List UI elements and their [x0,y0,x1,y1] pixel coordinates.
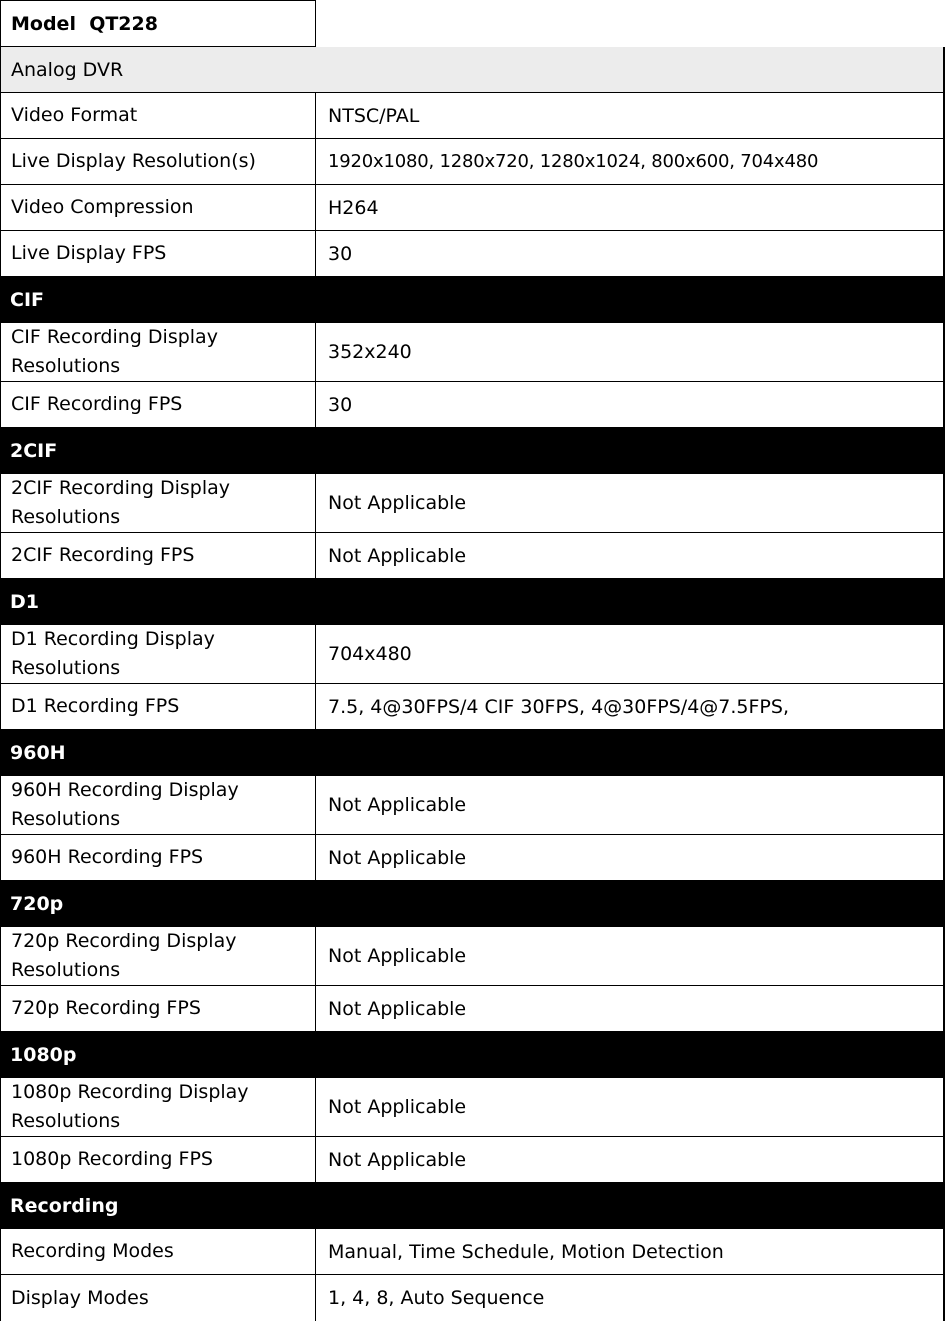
section-header-960h: 960H [0,730,945,776]
spec-value: 30 [328,393,353,416]
spec-label: Live Display Resolution(s) [1,139,316,184]
spec-label: 720p Recording Display Resolutions [1,927,316,985]
spec-label: Video Compression [1,185,316,230]
spec-row-live-display-resolution [0,139,945,185]
spec-value: Not Applicable [328,945,467,967]
spec-label: 960H Recording Display Resolutions [1,776,316,834]
section-header-cif: CIF [0,277,945,323]
spec-value: Not Applicable [328,1096,467,1118]
group-title: Analog DVR [0,47,945,93]
spec-label: Recording Modes [1,1229,316,1274]
spec-row-2cif-display [0,474,945,533]
spec-value: 7.5, 4@30FPS/4 CIF 30FPS, 4@30FPS/4@7.5FPS, [328,695,789,718]
spec-label: 960H Recording FPS [1,835,316,880]
spec-row-1080p-display [0,1078,945,1137]
spec-value: 1920x1080, 1280x720, 1280x1024, 800x600, 704x480 [328,151,819,172]
spec-row-2cif-fps [0,533,945,579]
spec-row-d1-fps [0,684,945,730]
spec-row-720p-display [0,927,945,986]
spec-row-d1-display [0,625,945,684]
spec-row-video-format [0,93,945,139]
spec-value: Not Applicable [328,1148,467,1171]
spec-value: NTSC/PAL [328,104,420,127]
spec-value: Not Applicable [328,997,467,1020]
spec-row-960h-display [0,776,945,835]
section-header-recording: Recording [0,1183,945,1229]
spec-label: Live Display FPS [1,231,316,276]
spec-value: H264 [328,196,379,219]
section-header-720p: 720p [0,881,945,927]
spec-value: 30 [328,242,353,265]
spec-label: CIF Recording FPS [1,382,316,427]
spec-row-960h-fps [0,835,945,881]
spec-row-1080p-fps [0,1137,945,1183]
spec-label: Video Format [1,93,316,138]
spec-row-recording-modes [0,1229,945,1275]
section-header-d1: D1 [0,579,945,625]
spec-label: 2CIF Recording Display Resolutions [1,474,316,532]
model-row [0,0,945,47]
spec-row-live-display-fps [0,231,945,277]
spec-label: 720p Recording FPS [1,986,316,1031]
spec-label: D1 Recording Display Resolutions [1,625,316,683]
spec-label: Display Modes [1,1275,316,1321]
section-header-1080p: 1080p [0,1032,945,1078]
spec-value: Not Applicable [328,846,467,869]
spec-label: 1080p Recording FPS [1,1137,316,1182]
model-label: Model QT228 [0,0,316,47]
spec-value: 352x240 [328,341,412,363]
spec-value: Manual, Time Schedule, Motion Detection [328,1240,724,1263]
spec-row-720p-fps [0,986,945,1032]
spec-row-display-modes [0,1275,945,1321]
spec-row-video-compression [0,185,945,231]
spec-label: CIF Recording Display Resolutions [1,323,316,381]
model-spacer [316,0,945,47]
section-header-2cif: 2CIF [0,428,945,474]
spec-label: 1080p Recording Display Resolutions [1,1078,316,1136]
spec-value: Not Applicable [328,544,467,567]
spec-row-cif-fps [0,382,945,428]
spec-label: 2CIF Recording FPS [1,533,316,578]
spec-value: Not Applicable [328,492,467,514]
spec-label: D1 Recording FPS [1,684,316,729]
spec-value: Not Applicable [328,794,467,816]
spec-value: 1, 4, 8, Auto Sequence [328,1287,545,1309]
spec-value: 704x480 [328,643,412,665]
spec-row-cif-display [0,323,945,382]
